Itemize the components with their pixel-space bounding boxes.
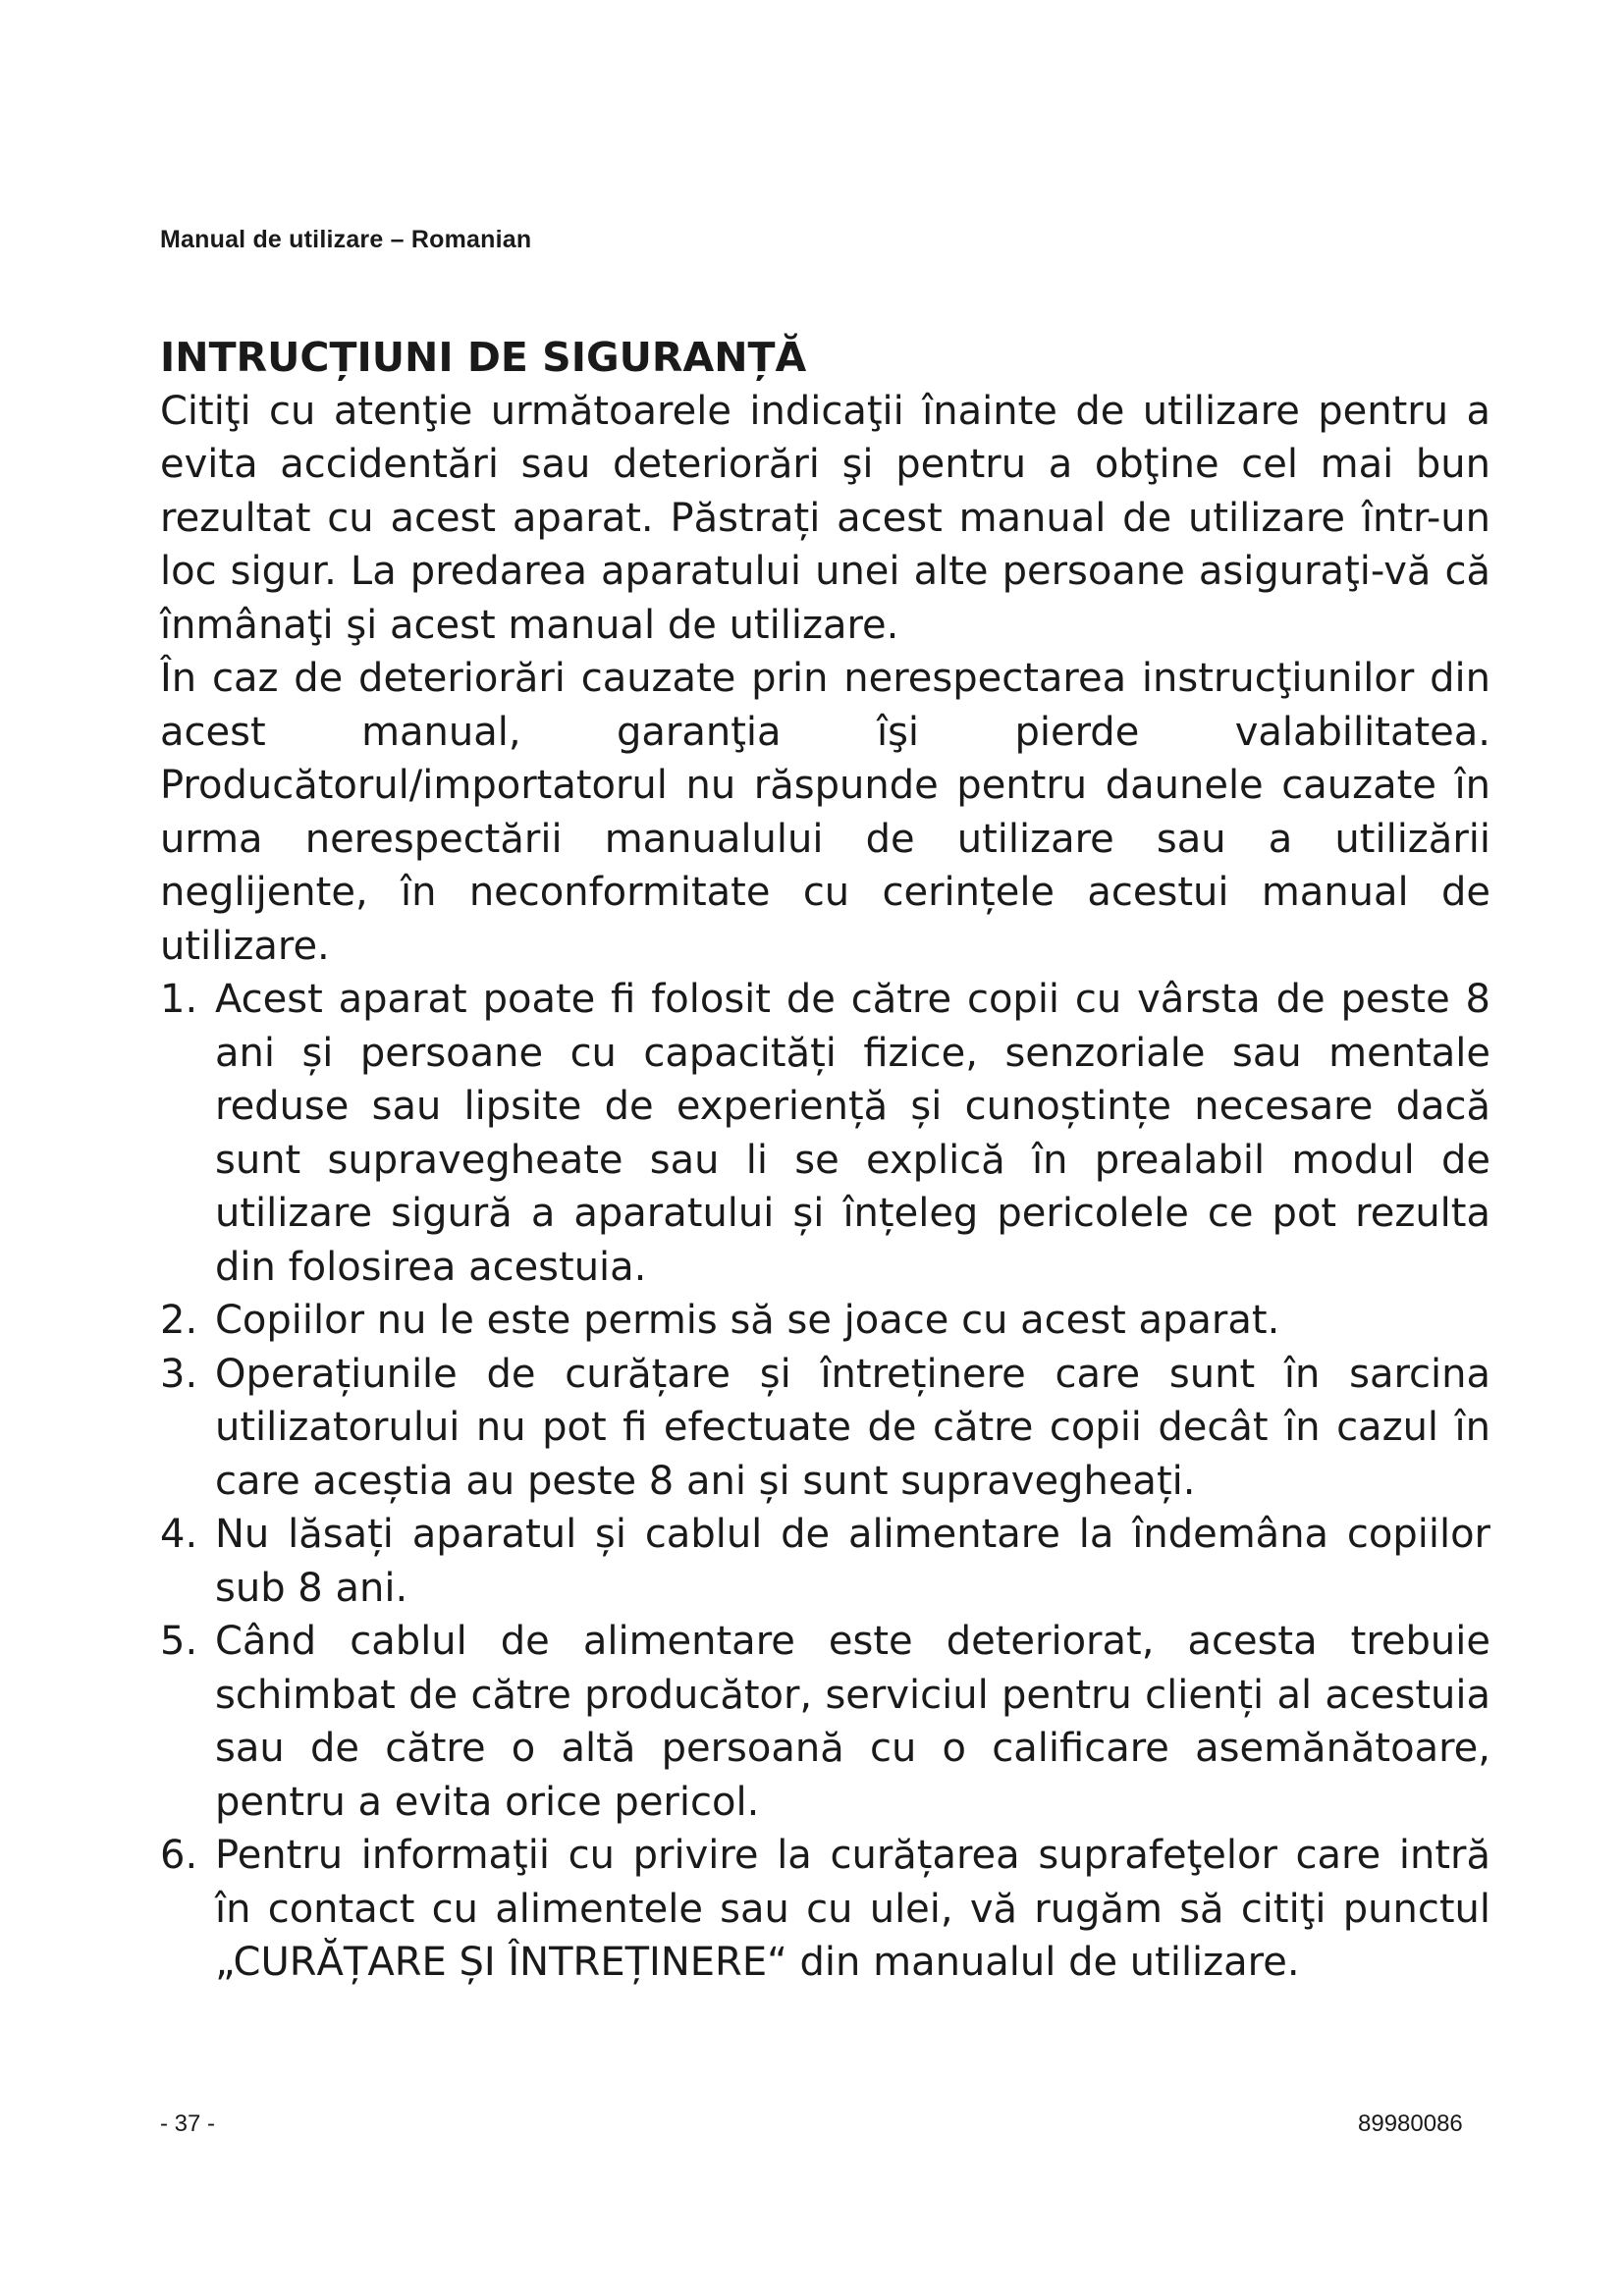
list-item-number: 3.	[160, 1351, 198, 1397]
list-item	[160, 1615, 1490, 1829]
list-item	[160, 1508, 1490, 1615]
list-item-text: Copiilor nu le este permis să se joace cu acest aparat.	[215, 1298, 1280, 1343]
list-item	[160, 973, 1490, 1294]
list-item-text: Pentru informaţii cu privire la curățarea suprafeţelor care intră în contact cu alimentele sau cu ulei, vă rugăm să citiţi punctul „CURĂȚARE ȘI ÎNTREȚINERE“ din manualul de utilizare.	[215, 1833, 1490, 1985]
safety-instructions-list	[160, 973, 1490, 1990]
intro-paragraph: Citiţi cu atenţie următoarele indicaţii înainte de utilizare pentru a evita accidentări sau deteriorări şi pentru a obţine cel mai bun rezultat cu acest aparat. Păstrați acest manual de utilizare într-un loc sigur. La predarea aparatului unei alte persoane asiguraţi-vă că înmânaţi şi acest manual de utilizare.	[160, 388, 1490, 648]
list-item-number: 1.	[160, 977, 198, 1022]
list-item-number: 5.	[160, 1619, 198, 1664]
list-item-number: 2.	[160, 1298, 198, 1343]
warranty-paragraph: În caz de deteriorări cauzate prin nerespectarea instrucţiunilor din acest manual, garanţia îşi pierde valabilitatea. Producătorul/importatorul nu răspunde pentru daunele cauzate în urma nerespectării manualului de utilizare sau a utilizării neglijente, în neconformitate cu cerințele acestui manual de utilizare.	[160, 656, 1490, 969]
page-number: - 37 -	[160, 2110, 216, 2137]
list-item-text: Nu lăsați aparatul și cablul de alimentare la îndemâna copiilor sub 8 ani.	[215, 1512, 1490, 1611]
document-code: 89980086	[1358, 2110, 1463, 2137]
list-item	[160, 1348, 1490, 1509]
page-content	[160, 331, 1490, 1990]
section-title: INTRUCȚIUNI DE SIGURANȚĂ	[160, 334, 807, 381]
list-item	[160, 1294, 1490, 1348]
list-item-number: 4.	[160, 1512, 198, 1557]
list-item-text: Când cablul de alimentare este deteriorat, acesta trebuie schimbat de către producător, serviciul pentru clienți al acestuia sau de către o altă persoană cu o calificare asemănătoare, pentru a evita orice pericol.	[215, 1619, 1490, 1825]
list-item-text: Acest aparat poate fi folosit de către copii cu vârsta de peste 8 ani și persoane cu capacități fizice, senzoriale sau mentale reduse sau lipsite de experiență și cunoștințe necesare dacă sunt supravegheate sau li se explică în prealabil modul de utilizare sigură a aparatului și înțeleg pericolele ce pot rezulta din folosirea acestuia.	[215, 977, 1490, 1290]
list-item-text: Operațiunile de curățare și întreținere care sunt în sarcina utilizatorului nu pot fi efectuate de către copii decât în cazul în care aceștia au peste 8 ani și sunt supravegheați.	[215, 1351, 1490, 1504]
list-item-number: 6.	[160, 1833, 198, 1878]
running-header: Manual de utilizare – Romanian	[160, 226, 532, 253]
list-item	[160, 1829, 1490, 1990]
